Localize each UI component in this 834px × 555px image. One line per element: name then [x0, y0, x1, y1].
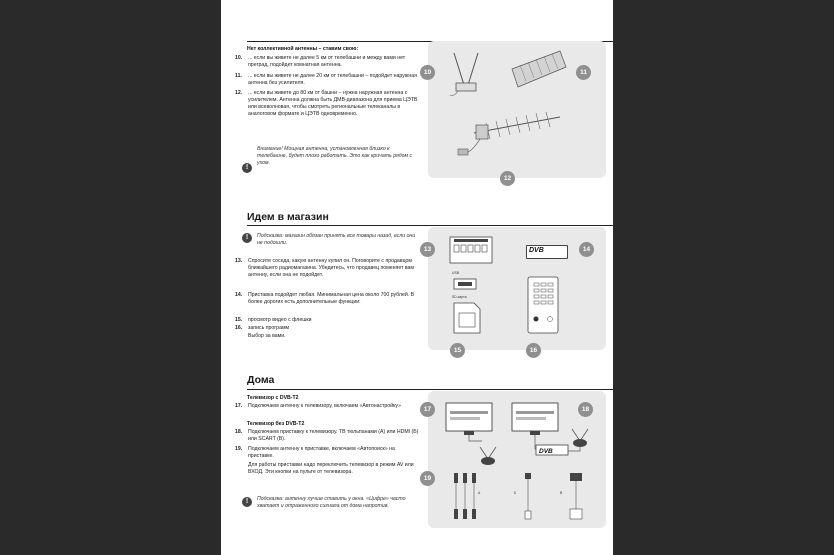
sd-card-label: SD-карта [452, 295, 467, 299]
item-number: 16. [235, 325, 243, 331]
figure-badge: 11 [576, 65, 591, 80]
list-item [235, 55, 420, 69]
section-rule [247, 389, 613, 390]
item-number: 17. [235, 403, 243, 409]
cable-label: В [560, 491, 563, 495]
connection-illustration-panel [423, 391, 606, 528]
figure-badge: 15 [450, 343, 465, 358]
list-item [235, 90, 420, 118]
svg-text:DVB: DVB [539, 448, 553, 455]
item-number: 18. [235, 429, 243, 435]
figure-badge: 10 [420, 65, 435, 80]
figure-badge: 16 [526, 343, 541, 358]
closing-text: Для работы приставки надо переключить телевизор в режим AV или ВХОД. Эти кнопки на пульте от телевизора. [248, 462, 414, 476]
item-number: 12. [235, 90, 243, 96]
closing-text: Выбор за вами. [248, 333, 286, 339]
list-item [235, 446, 420, 460]
item-text: Подключаем приставку к телевизору. ТВ тюльпанами (A) или HDMI (Б) или SCART (В). [248, 429, 419, 443]
section-title: Идем в магазин [247, 211, 329, 223]
tv-with-set-top-box-illustration [508, 399, 598, 467]
figure-badge: 12 [500, 171, 515, 186]
set-top-box-illustration [526, 245, 568, 259]
item-number: 13. [235, 258, 243, 264]
warning-icon: ! [242, 163, 252, 173]
hint-icon: ! [242, 233, 252, 243]
list-item [235, 403, 420, 410]
tv-with-antenna-illustration [442, 399, 508, 467]
sec1-heading: Нет коллективной антенны – ставим свою: [247, 46, 359, 52]
remote-control-illustration [526, 275, 560, 335]
item-text: Приставка подойдет любая. Минимальная цена около 700 рублей. В более дорогих есть дополнительные функции: [248, 292, 415, 306]
sd-card-illustration [452, 301, 482, 335]
item-text: Спросите соседа, какую антенну купил он. Поговорите с продавцом ближайшего радиомагазина. Убедитесь, что продавец поменяет вам антенну, если она не подойдет. [248, 258, 414, 279]
item-text: просмотр видео с флешки [248, 317, 312, 323]
hint-icon: ! [242, 497, 252, 507]
indoor-antenna-illustration [446, 49, 486, 99]
figure-badge: 14 [579, 242, 594, 257]
hint-note: Подсказка: магазин обязан принять все товары назад, если они не подошли. [257, 233, 416, 247]
item-text: запись программ [248, 325, 290, 331]
rca-cable-illustration [450, 471, 480, 521]
section-title: Дома [247, 374, 275, 386]
tv-with-dvb-heading: Телевизор с DVB-T2 [247, 395, 299, 401]
cable-label: А [478, 491, 481, 495]
item-text: ... если вы живете не далее 5 км от телебашни и между вами нет преград, подойдет комнатная антенна. [248, 55, 406, 69]
antenna-illustration-panel [423, 41, 606, 182]
document-page [221, 0, 613, 555]
item-number: 10. [235, 55, 243, 61]
usb-label: USB [452, 271, 459, 275]
dvb-logo: DVB [529, 247, 544, 254]
item-text: ... если вы живете до 80 км от башни – нужна наружная антенна с усилителем. Антенна должна быть ДМВ-диапазона для приема ЦЭТВ или всеволновая, чтобы смотреть региональные телеканалы в аналоговом формате и ЦЭТВ одновременно. [248, 90, 418, 118]
list-item [235, 292, 420, 306]
hdmi-cable-illustration [522, 471, 534, 521]
list-item [235, 429, 420, 443]
cable-label: Б [514, 491, 517, 495]
scart-cable-illustration [566, 471, 586, 521]
warning-note: Внимание! Мощная антенна, установленная близко к телебашне, будет плохо работать. Это как кричать рядом с ухом. [257, 146, 413, 167]
item-text: Подключаем антенну к приставке, включаем «Автопоиск» на приставке. [248, 446, 395, 460]
outdoor-antenna-illustration [506, 47, 570, 91]
amplified-antenna-illustration [456, 103, 566, 163]
list-item [235, 325, 420, 332]
item-text: ... если вы живете не далее 20 км от телебашни – подойдет наружная антенна без усилителя. [248, 73, 417, 87]
list-item [235, 258, 420, 279]
tv-without-dvb-heading: Телевизор без DVB-T2 [247, 421, 305, 427]
list-item [235, 73, 420, 87]
list-item [235, 317, 420, 324]
figure-badge: 18 [578, 402, 593, 417]
item-text: Подключаем антенну к телевизору, включаем «Автонастройку» [248, 403, 401, 409]
item-number: 15. [235, 317, 243, 323]
item-number: 11. [235, 73, 242, 79]
usb-flash-illustration [452, 277, 478, 291]
item-number: 14. [235, 292, 243, 298]
item-number: 19. [235, 446, 243, 452]
figure-badge: 17 [420, 402, 435, 417]
figure-badge: 13 [420, 242, 435, 257]
hint-note: Подсказка: антенну лучше ставить у окна. «Цифре» часто хватает и отраженного сигнала от дома напротив. [257, 496, 406, 510]
antenna-socket-illustration [448, 235, 494, 265]
figure-badge: 19 [420, 471, 435, 486]
section-rule [247, 225, 613, 226]
devices-illustration-panel [423, 227, 606, 354]
